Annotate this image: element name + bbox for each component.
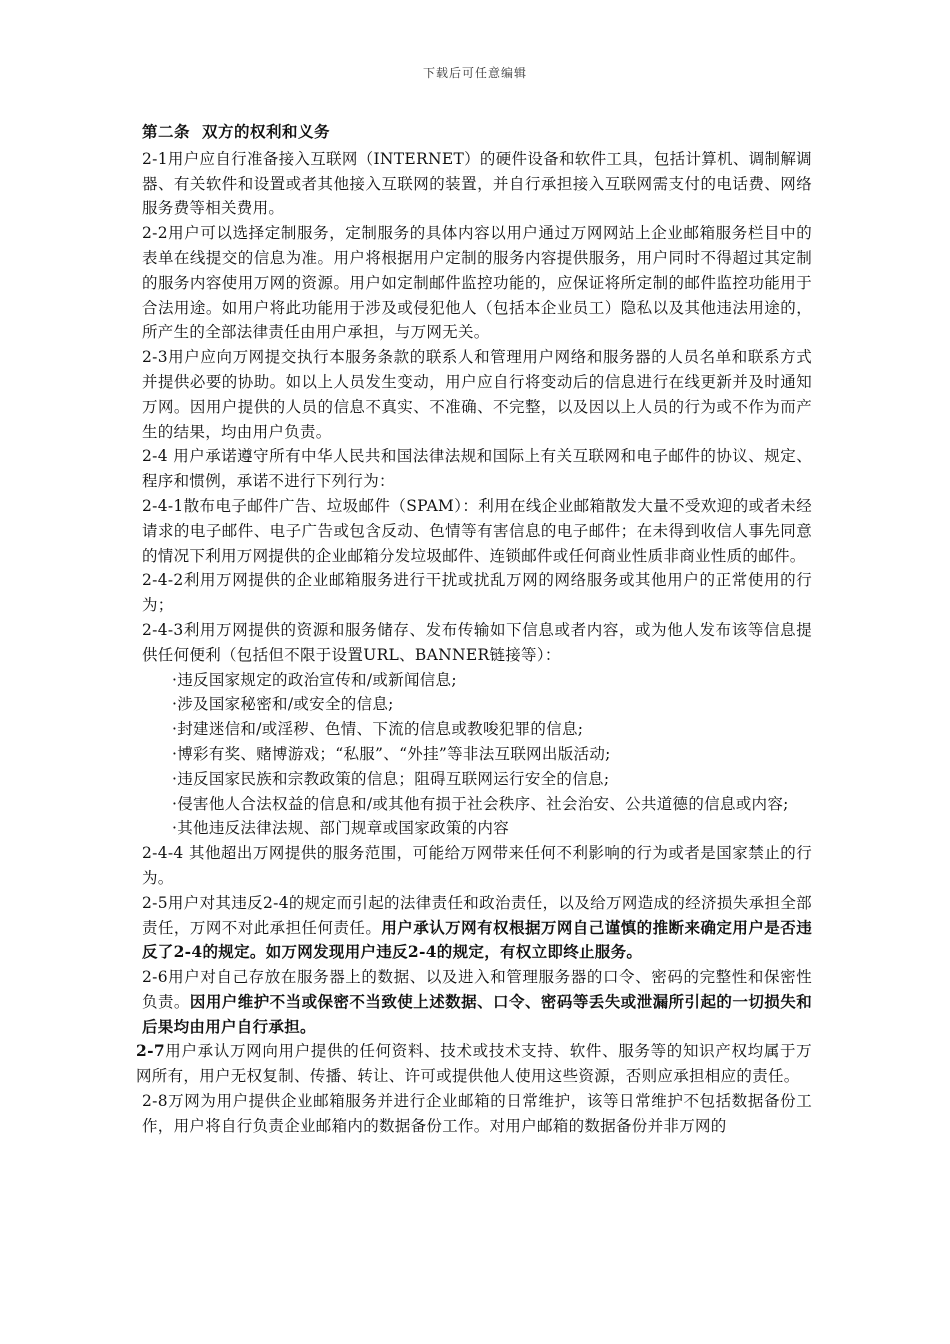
clause-2-8: 2-8万网为用户提供企业邮箱服务并进行企业邮箱的日常维护，该等日常维护不包括数据备份工作，用户将自行负责企业邮箱内的数据备份工作。对用户邮箱的数据备份并非万网的 (142, 1092, 812, 1135)
prohibited-item: ·博彩有奖、赌博游戏；“私服”、“外挂”等非法互联网出版活动; (172, 744, 611, 763)
clause-2-2: 2-2用户可以选择定制服务，定制服务的具体内容以用户通过万网网站上企业邮箱服务栏目中的表单在线提交的信息为准。用户将根据用户定制的服务内容提供服务，用户同时不得超过其定制的服务内容使用万网的资源。用户如定制邮件监控功能的，应保证将所定制的邮件监控功能用于合法用途。如用户将此功能用于涉及或侵犯他人（包括本企业员工）隐私以及其他违法用途的，所产生的全部法律责任由用户承担，与万网无关。 (142, 224, 812, 342)
article-number: 第二条 (142, 122, 191, 141)
clause-2-5-text: 2-5用户对其违反2-4的规定而引起的法律责任和政治责任，以及给万网造成的经济损失承担全部责任，万网不对此承担任何责任。 (142, 893, 812, 937)
prohibited-item: ·违反国家民族和宗教政策的信息；阻碍互联网运行安全的信息; (172, 769, 610, 788)
clause-2-3: 2-3用户应向万网提交执行本服务条款的联系人和管理用户网络和服务器的人员名单和联系方式并提供必要的协助。如以上人员发生变动，用户应自行将变动后的信息进行在线更新并及时通知万网。因用户提供的人员的信息不真实、不准确、不完整，以及因以上人员的行为或不作为而产生的结果，均由用户负责。 (142, 348, 812, 441)
prohibited-item: ·其他违反法律法规、部门规章或国家政策的内容 (172, 819, 510, 838)
clause-2-6-emphasis: 因用户维护不当或保密不当致使上述数据、口令、密码等丢失或泄漏所引起的一切损失和后果均由用户自行承担。 (142, 991, 813, 1036)
page-header: 下载后可任意编辑 (422, 66, 527, 80)
clause-2-6 (142, 965, 812, 1039)
clause-2-7 (136, 1039, 812, 1089)
clause-2-4-4: 2-4-4 其他超出万网提供的服务范围，可能给万网带来任何不利影响的行为或者是国家禁止的行为。 (142, 844, 812, 887)
clause-2-4-2: 2-4-2利用万网提供的企业邮箱服务进行干扰或扰乱万网的网络服务或其他用户的正常使用的行为； (142, 571, 812, 615)
prohibited-item: ·涉及国家秘密和/或安全的信息; (172, 695, 394, 714)
clause-2-7-number: 2-7 (136, 1041, 165, 1061)
clause-2-7-text: 用户承认万网向用户提供的任何资料、技术或技术支持、软件、服务等的知识产权均属于万网所有，用户无权复制、传播、转让、许可或提供他人使用这些资源，否则应承担相应的责任。 (136, 1042, 812, 1086)
clause-2-4-1: 2-4-1散布电子邮件广告、垃圾邮件（SPAM）：利用在线企业邮箱散发大量不受欢迎的或者未经请求的电子邮件、电子广告或包含反动、色情等有害信息的电子邮件；在未得到收信人事先同意的情况下利用万网提供的企业邮箱分发垃圾邮件、连锁邮件或任何商业性质非商业性质的邮件。 (142, 496, 812, 565)
article-heading: 双方的权利和义务 (202, 122, 331, 141)
clause-2-1: 2-1用户应自行准备接入互联网（INTERNET）的硬件设备和软件工具，包括计算机、调制解调器、有关软件和设置或者其他接入互联网的装置，并自行承担接入互联网需支付的电话费、网络服务费等相关费用。 (142, 149, 812, 218)
clause-2-5-emphasis: 用户承认万网有权根据万网自己谨慎的推断来确定用户是否违反了2-4的规定。如万网发现用户违反2-4的规定，有权立即终止服务。 (142, 917, 812, 962)
clause-2-4: 2-4 用户承诺遵守所有中华人民共和国法律法规和国际上有关互联网和电子邮件的协议、规定、程序和惯例，承诺不进行下列行为： (142, 447, 812, 491)
prohibited-item: ·侵害他人合法权益的信息和/或其他有损于社会秩序、社会治安、公共道德的信息或内容; (172, 794, 789, 813)
clause-2-4-3: 2-4-3利用万网提供的资源和服务储存、发布传输如下信息或者内容，或为他人发布该等信息提供任何便利（包括但不限于设置URL、BANNER链接等）： (142, 620, 812, 664)
clause-2-5 (142, 891, 812, 965)
article-title (142, 120, 812, 145)
prohibited-item: ·封建迷信和/或淫秽、色情、下流的信息或教唆犯罪的信息; (172, 720, 584, 739)
document-body (136, 120, 813, 1139)
prohibited-item: ·违反国家规定的政治宣传和/或新闻信息; (172, 670, 457, 689)
clause-2-6-text: 2-6用户对自己存放在服务器上的数据、以及进入和管理服务器的口令、密码的完整性和保密性负责。 (142, 968, 812, 1011)
